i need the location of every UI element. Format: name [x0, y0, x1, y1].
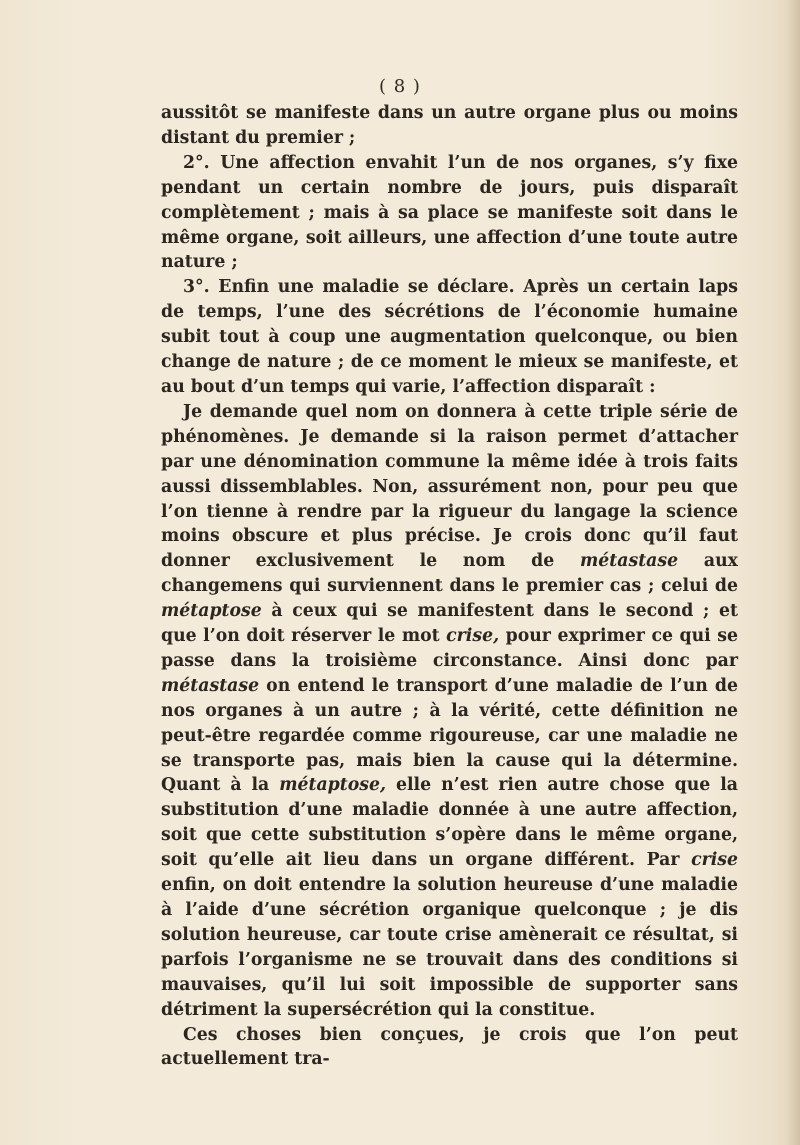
text-run: on entend le transport d’une maladie de l’un de nos organes à un autre ; à la vérité, cette définition ne peut-être regardée comme rigoureuse, car une maladie ne se transporte pas, mais bien la cause qui la détermine. Quant à la	[161, 675, 738, 796]
text-run: à ceux qui se manifestent dans le second ; et que l’on doit réserver le mot	[161, 601, 738, 647]
paragraph	[161, 275, 738, 400]
text-run: Je demande quel nom on donnera à cette triple série de phénomènes. Je demande si la raison permet d’attacher par une dénomination commune la même idée à trois faits aussi dissemblables. Non, assurément non, pour peu que l’on tienne à rendre par la rigueur du langage la science moins obscure et plus précise. Je crois donc qu’il faut donner exclusivement le nom de	[161, 401, 738, 572]
page-binding-shadow	[786, 0, 800, 1145]
italic-term: crise,	[446, 626, 500, 647]
text-run: 2°. Une affection envahit l’un de nos organes, s’y fixe pendant un certain nombre de jours, puis disparaît complètement ; mais à sa place se manifeste soit dans le même organe, soit ailleurs, une affection d’une toute autre nature ;	[161, 152, 738, 273]
text-run: aussitôt se manifeste dans un autre organe plus ou moins distant du premier ;	[161, 103, 738, 148]
italic-term: métastase	[161, 675, 260, 696]
italic-term: métaptose	[161, 601, 262, 622]
italic-term: métaptose,	[279, 775, 387, 796]
text-run: aux changemens qui surviennent dans le premier cas ; celui de	[161, 551, 738, 597]
italic-term: métastase	[580, 551, 679, 572]
text-run: pour exprimer ce qui se passe dans la troisième circonstance. Ainsi donc par	[161, 626, 738, 671]
text-run: 3°. Enfin une maladie se déclare. Après un certain laps de temps, l’une des sécrétions de l’économie humaine subit tout à coup une augmentation quelconque, ou bien change de nature ; de ce moment le mieux se manifeste, et au bout d’un temps qui varie, l’affection disparaît :	[161, 277, 738, 397]
body-text	[161, 101, 738, 1072]
page-number: ( 8 )	[379, 76, 421, 97]
paragraph	[161, 151, 738, 276]
paragraph	[161, 400, 738, 1023]
paragraph	[161, 1023, 738, 1073]
paragraph	[161, 101, 738, 151]
text-run: elle n’est rien autre chose que la substitution d’une maladie donnée à une autre affection, soit que cette substitution s’opère dans le même organe, soit qu’elle ait lieu dans un organe différent. Par	[161, 775, 738, 871]
text-run: enfin, on doit entendre la solution heureuse d’une maladie à l’aide d’une sécrétion organique quelconque ; je dis solution heureuse, car toute crise amènerait ce résultat, si parfois l’organisme ne se trouvait dans des conditions si mauvaises, qu’il lui soit impossible de supporter sans détriment la supersécrétion qui la constitue.	[161, 875, 738, 1020]
italic-term: crise	[691, 850, 738, 871]
text-run: Ces choses bien conçues, je crois que l’on peut actuellement tra-	[161, 1024, 738, 1070]
